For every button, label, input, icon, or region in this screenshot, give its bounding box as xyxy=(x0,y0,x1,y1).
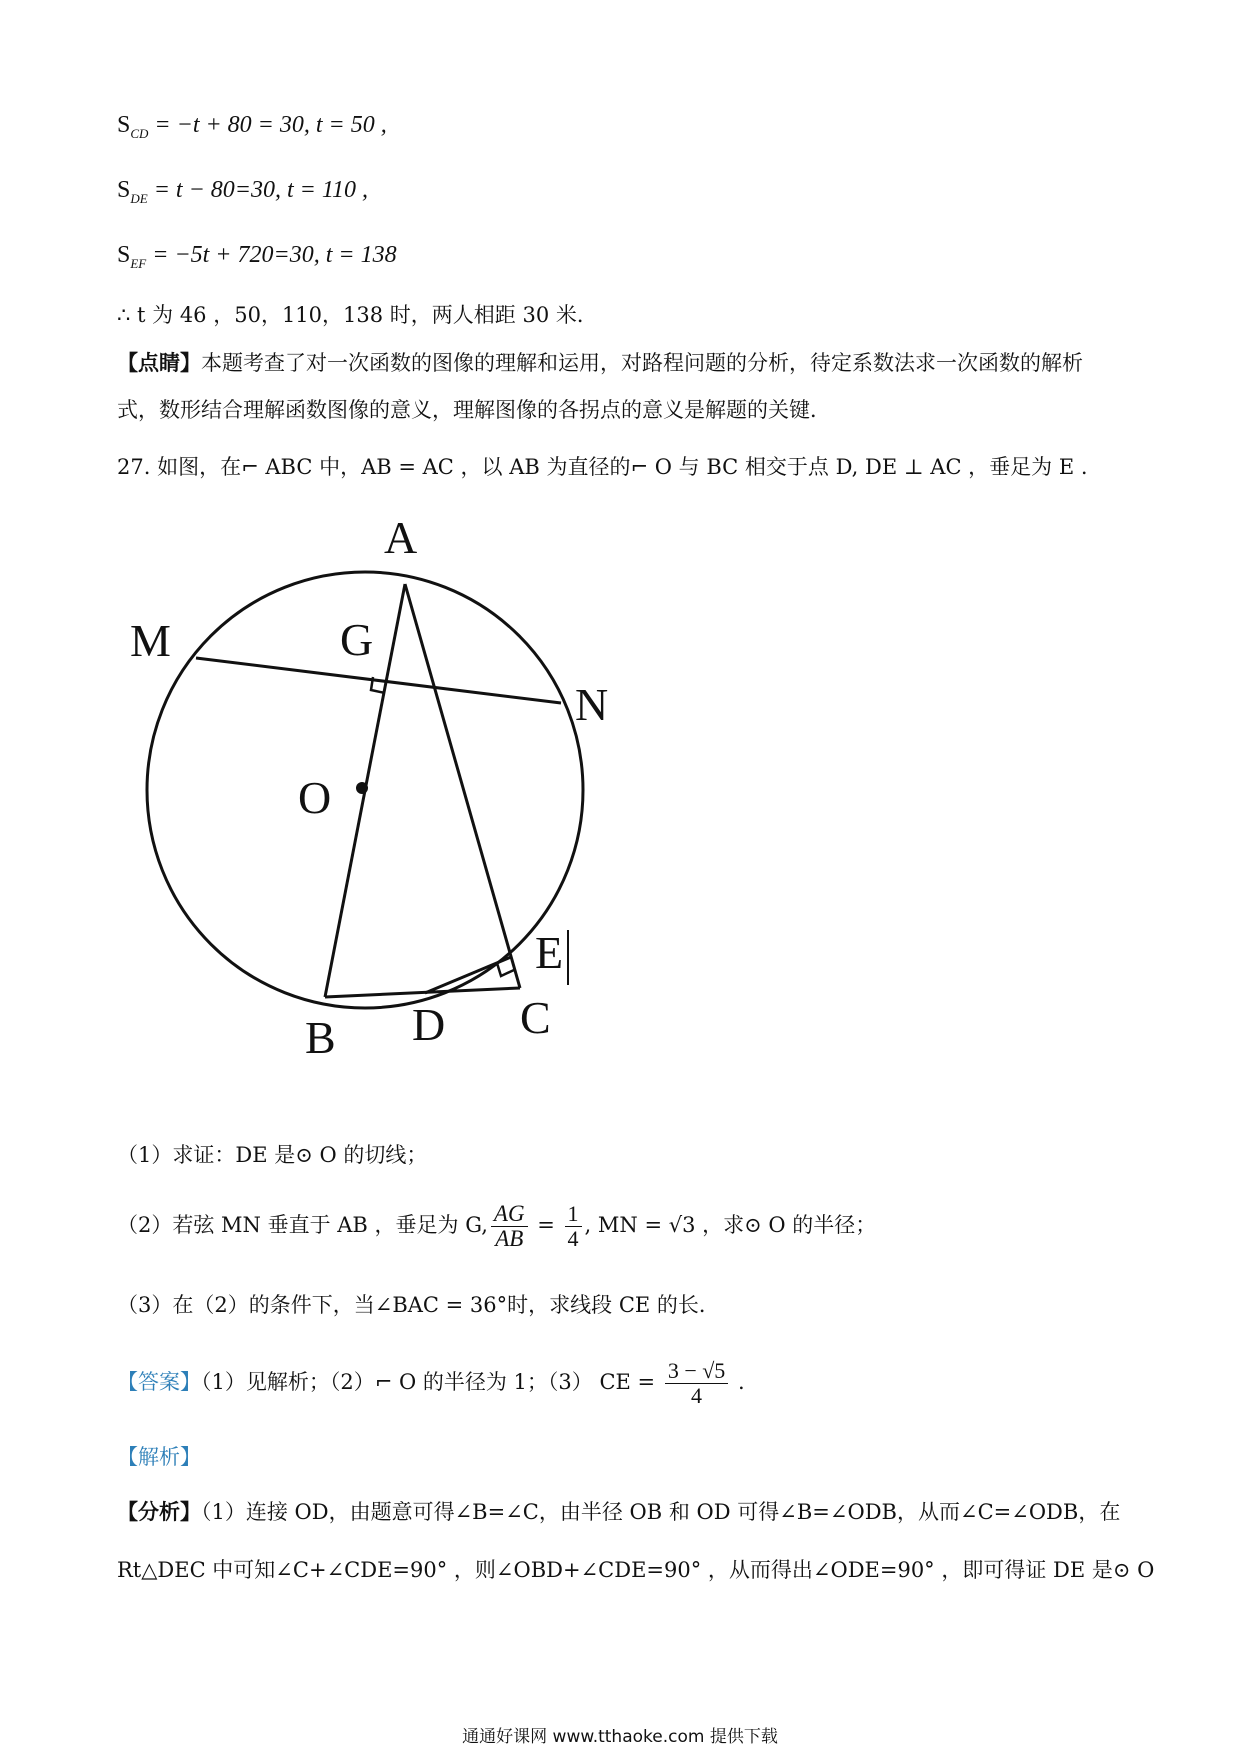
jiexi-tag: 【解析】 xyxy=(117,1445,201,1469)
analysis-tag: 【分析】 xyxy=(117,1499,201,1524)
label-g: G xyxy=(340,614,374,665)
fraction-four-den: 4 xyxy=(567,1226,579,1251)
problem-number: 27. xyxy=(117,455,151,479)
answer-text: （1）见解析；（2）⌐ O 的半径为 1；（3） CE = xyxy=(201,1370,662,1394)
answer-fraction-den: 4 xyxy=(691,1383,703,1408)
formula-sef-rest: = −5t + 720=30, t = 138 xyxy=(146,242,397,268)
label-d: D xyxy=(412,999,446,1050)
fraction-one-quarter xyxy=(565,1202,582,1251)
formula-scd-rest: = −t + 80 = 30, t = 50 , xyxy=(148,112,387,138)
conclusion: ∴ t 为 46 ，50，110，138 时，两人相距 30 米． xyxy=(117,303,598,327)
question-2-pre: （2）若弦 MN 垂直于 AB ，垂足为 G, xyxy=(117,1213,488,1237)
analysis-line1 xyxy=(117,1497,1120,1527)
formula-scd-sub: CD xyxy=(130,126,149,141)
page-footer: 通通好课网 www.tthaoke.com 提供下载 xyxy=(462,1727,778,1747)
question-1: （1）求证：DE 是⊙ O 的切线； xyxy=(117,1143,428,1167)
dianjing-text1: 本题考查了对一次函数的图像的理解和运用，对路程问题的分析，待定系数法求一次函数的解析 xyxy=(201,351,1083,375)
analysis-line2: Rt△DEC 中可知∠C+∠CDE=90° ，则∠OBD+∠CDE=90° ，从而得出∠ODE=90° ，即可得证 DE 是⊙ O xyxy=(117,1558,1155,1582)
answer-line xyxy=(117,1352,745,1412)
question-2 xyxy=(117,1195,876,1255)
problem-text: 如图，在⌐ ABC 中，AB = AC ，以 AB 为直径的⌐ O 与 BC 相交于点 D, DE ⊥ AC ，垂足为 E . xyxy=(157,455,1088,479)
label-a: A xyxy=(384,512,418,563)
label-c: C xyxy=(520,992,551,1043)
segment-bc xyxy=(325,988,520,997)
chord-mn xyxy=(196,658,561,703)
fraction-ag-ab xyxy=(491,1202,528,1251)
formula-sde: $S_{DE} = t - 80=30$, t = 110 , xyxy=(117,177,369,206)
dianjing-tag: 【点睛】 xyxy=(117,350,201,375)
answer-fraction-num: 3 − √5 xyxy=(665,1359,728,1384)
formula-sef-sub: EF xyxy=(130,256,147,271)
answer-fraction xyxy=(665,1359,728,1408)
answer-tag: 【答案】 xyxy=(117,1370,201,1394)
formula-sef: $S_{EF} = -5t + 720=30$, t = 138 xyxy=(117,242,397,271)
fraction-ag-den: AB xyxy=(495,1226,524,1251)
analysis-text1: （1）连接 OD，由题意可得∠B=∠C，由半径 OB 和 OD 可得∠B=∠ODB，从而∠C=∠ODB，在 xyxy=(201,1500,1121,1524)
fraction-one-num: 1 xyxy=(565,1202,582,1227)
answer-end: . xyxy=(731,1370,745,1394)
dianjing-line2: 式，数形结合理解函数图像的意义，理解图像的各拐点的意义是解题的关键． xyxy=(117,398,831,422)
fraction-ag-num: AG xyxy=(491,1202,528,1227)
label-m: M xyxy=(130,615,171,666)
formula-scd: $S_{CD} = -t + 80 = 30$, t = 50 , xyxy=(117,112,387,141)
question-3: （3）在（2）的条件下，当∠BAC = 36°时，求线段 CE 的长． xyxy=(117,1293,720,1317)
segment-ac xyxy=(405,584,520,988)
center-point-o xyxy=(356,782,368,794)
question-2-post: , MN = √3 ，求⊙ O 的半径； xyxy=(584,1213,877,1237)
dianjing-line1 xyxy=(117,348,1083,378)
right-angle-e xyxy=(497,963,514,976)
formula-sde-rest: = t − 80=30, t = 110 , xyxy=(147,177,369,203)
geometry-figure xyxy=(110,505,630,1085)
label-b: B xyxy=(305,1012,336,1063)
label-n: N xyxy=(575,679,609,730)
label-e: E xyxy=(535,927,564,978)
problem-statement xyxy=(117,452,1088,482)
label-o: O xyxy=(298,772,332,823)
question-2-eq: = xyxy=(530,1213,562,1237)
formula-sde-sub: DE xyxy=(130,191,148,206)
